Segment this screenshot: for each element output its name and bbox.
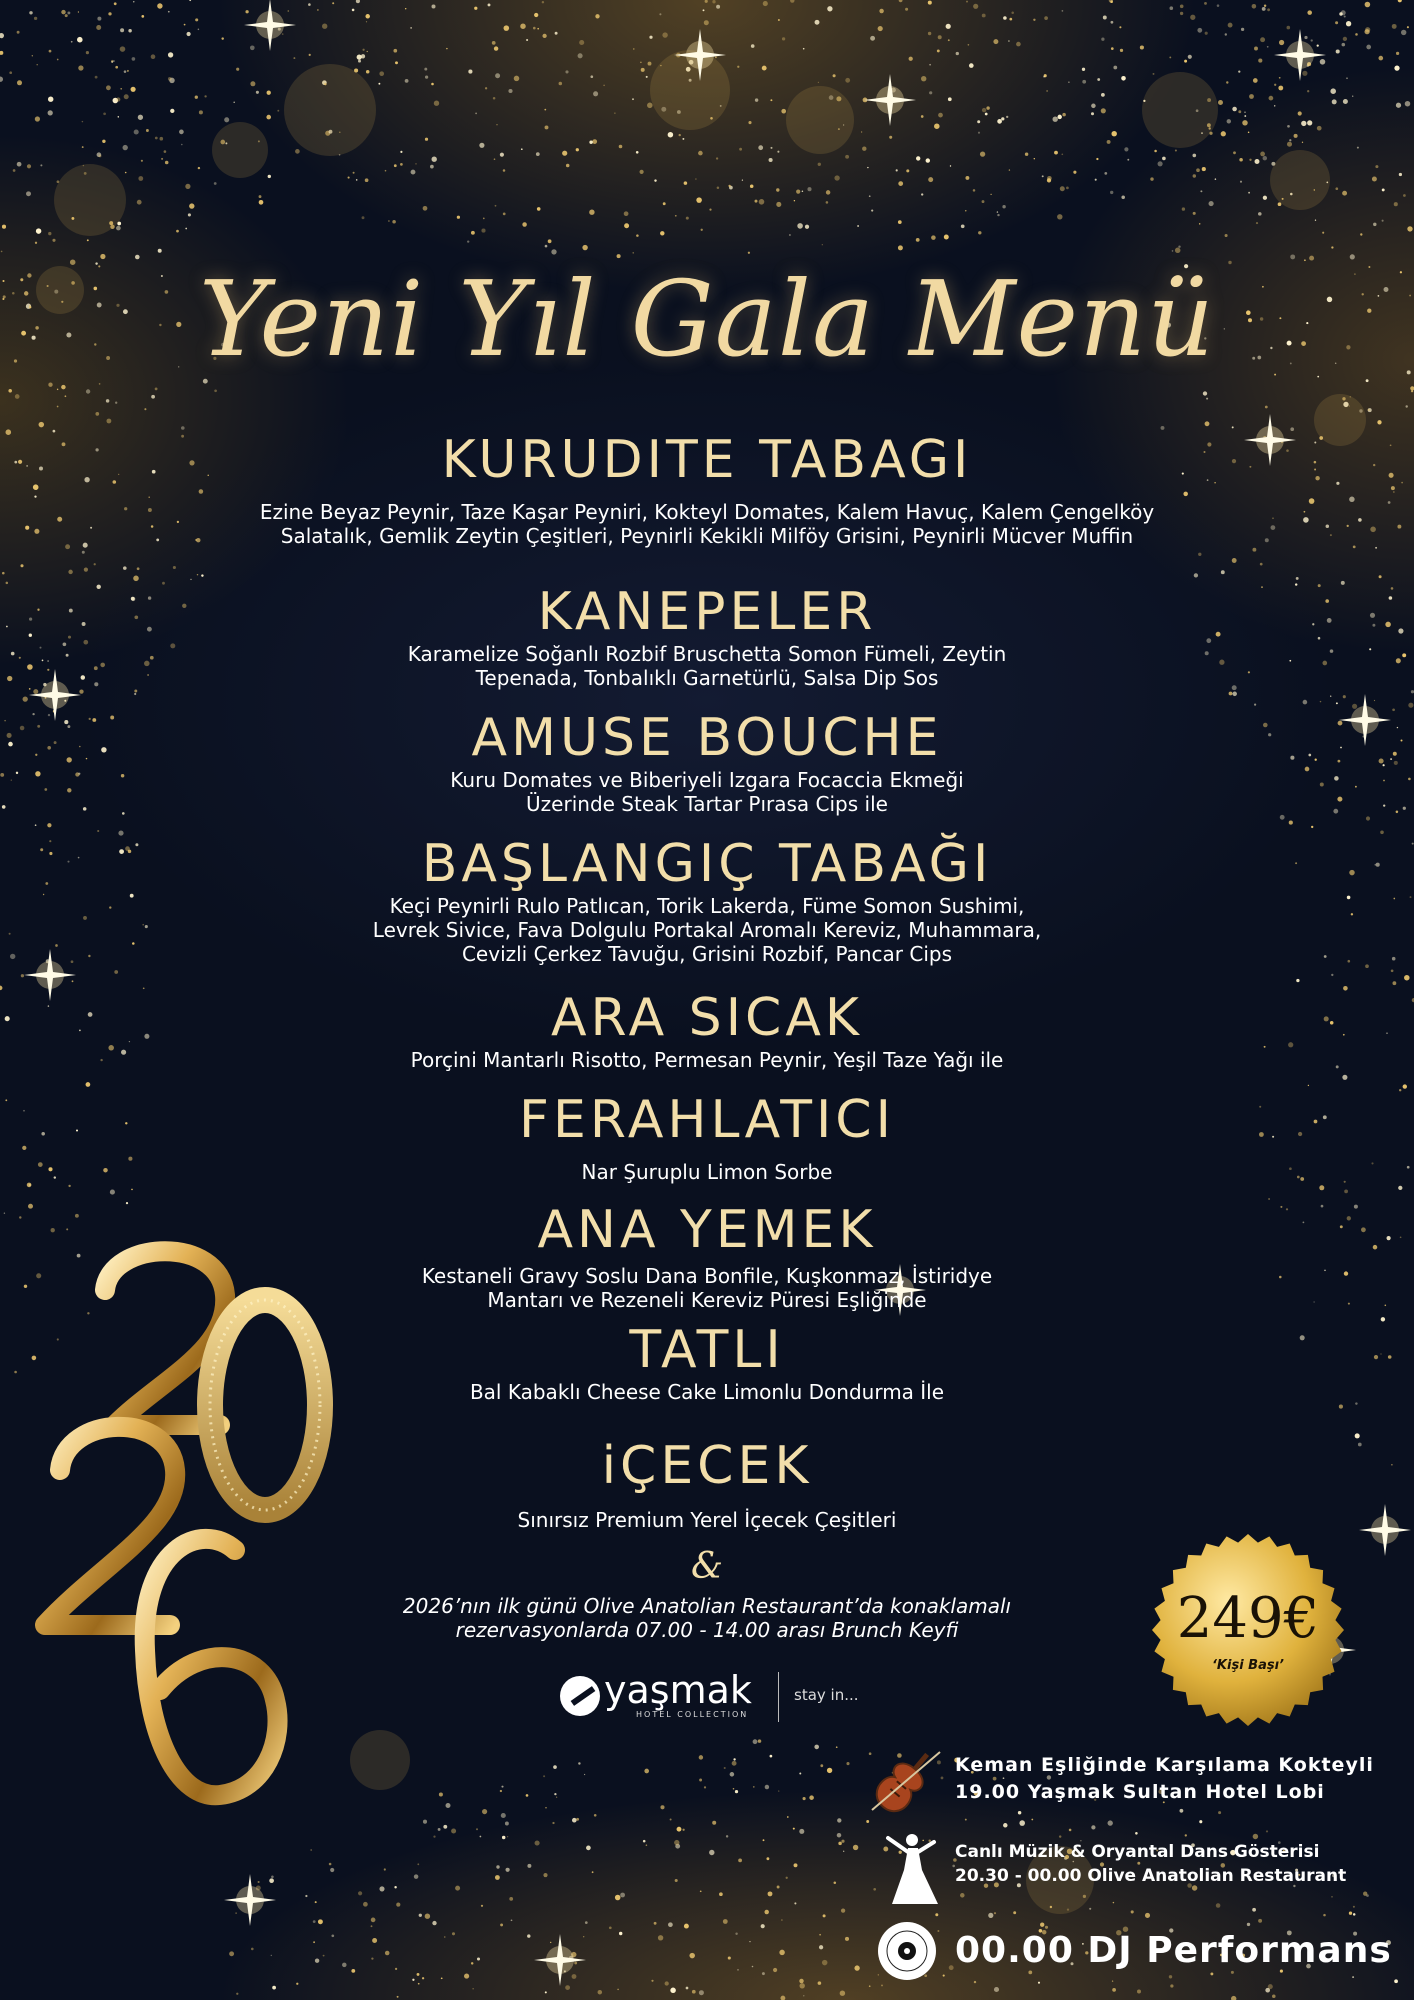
section-amuse-bouche xyxy=(150,708,1264,816)
violin-icon xyxy=(862,1740,946,1824)
section-kanepeler xyxy=(150,582,1264,690)
section-items: Karamelize Soğanlı Rozbif Bruschetta Somon Fümeli, Zeytin Tepenada, Tonbalıklı Garnetürlü, Salsa Dip Sos xyxy=(407,642,1007,690)
section-heading: ANA YEMEK xyxy=(537,1200,877,1260)
section-items: Bal Kabaklı Cheese Cake Limonlu Dondurma İle xyxy=(469,1380,945,1404)
digit-6 xyxy=(145,1539,278,1795)
logo-divider xyxy=(778,1672,779,1722)
section-baslangic xyxy=(150,834,1264,966)
brunch-note: 2026’nın ilk günü Olive Anatolian Restaurant’da konaklamalı rezervasyonlarda 07.00 - 14.00 arası Brunch Keyfi xyxy=(402,1594,1012,1642)
section-heading: TATLI xyxy=(629,1320,785,1380)
section-items: Sınırsız Premium Yerel İçecek Çeşitleri xyxy=(517,1508,897,1532)
ampersand: & xyxy=(690,1546,724,1587)
menu-title: Yeni Yıl Gala Menü xyxy=(198,258,1216,380)
price-amount: 249€ xyxy=(1176,1586,1320,1651)
logo-subtitle: HOTEL COLLECTION xyxy=(636,1710,749,1719)
event-live-music: Canlı Müzik & Oryantal Dans Gösterisi 20.30 - 00.00 Olive Anatolian Restaurant xyxy=(955,1842,1347,1886)
section-items: Kuru Domates ve Biberiyeli Izgara Focaccia Ekmeği Üzerinde Steak Tartar Pırasa Cips ile xyxy=(450,768,964,816)
section-heading: ARA SICAK xyxy=(550,988,864,1048)
event-dj-performance: 00.00 DJ Performans xyxy=(955,1930,1392,1971)
event-welcome-cocktail: Keman Eşliğinde Karşılama Kokteyli 19.00 Yaşmak Sultan Hotel Lobi xyxy=(955,1754,1374,1803)
dancer-icon xyxy=(878,1830,942,1914)
section-heading: KANEPELER xyxy=(537,582,877,642)
section-items: Kestaneli Gravy Soslu Dana Bonfile, Kuşkonmaz, İstiridye Mantarı ve Rezeneli Kereviz Püresi Eşliğinde xyxy=(421,1264,993,1312)
section-heading: iÇECEK xyxy=(601,1436,813,1496)
logo-mark-icon xyxy=(560,1676,600,1716)
vinyl-record-icon xyxy=(876,1920,938,1982)
section-ara-sicak xyxy=(150,988,1264,1072)
logo-name: yaşmak xyxy=(604,1668,752,1712)
section-heading: AMUSE BOUCHE xyxy=(471,708,943,768)
section-ferahlatici xyxy=(150,1090,1264,1184)
price-unit: ‘Kişi Başı’ xyxy=(1211,1658,1284,1673)
section-items: Porçini Mantarlı Risotto, Permesan Peynir, Yeşil Taze Yağı ile xyxy=(410,1048,1004,1072)
logo-tagline: stay in... xyxy=(794,1686,859,1704)
hotel-logo xyxy=(560,1668,880,1724)
year-2026-balloons xyxy=(20,1220,400,1860)
section-items: Ezine Beyaz Peynir, Taze Kaşar Peyniri, Kokteyl Domates, Kalem Havuç, Kalem Çengelköy Salatalık, Gemlik Zeytin Çeşitleri, Peynirli Kekikli Milföy Grisini, Peynirli Mücver Muffin xyxy=(259,500,1155,548)
section-heading: KURUDITE TABAGI xyxy=(441,430,973,490)
section-heading: BAŞLANGIÇ TABAĞI xyxy=(421,834,993,894)
price-badge-text xyxy=(1150,1532,1346,1728)
section-kurudite xyxy=(150,430,1264,548)
section-heading: FERAHLATICI xyxy=(519,1090,895,1150)
section-items: Keçi Peynirli Rulo Patlıcan, Torik Lakerda, Füme Somon Sushimi, Levrek Sivice, Fava Dolgulu Portakal Aromalı Kereviz, Muhammara, Cevizli Çerkez Tavuğu, Grisini Rozbif, Pancar Cips xyxy=(372,894,1042,966)
section-items: Nar Şuruplu Limon Sorbe xyxy=(581,1160,833,1184)
digit-0-glitter xyxy=(210,1300,320,1510)
